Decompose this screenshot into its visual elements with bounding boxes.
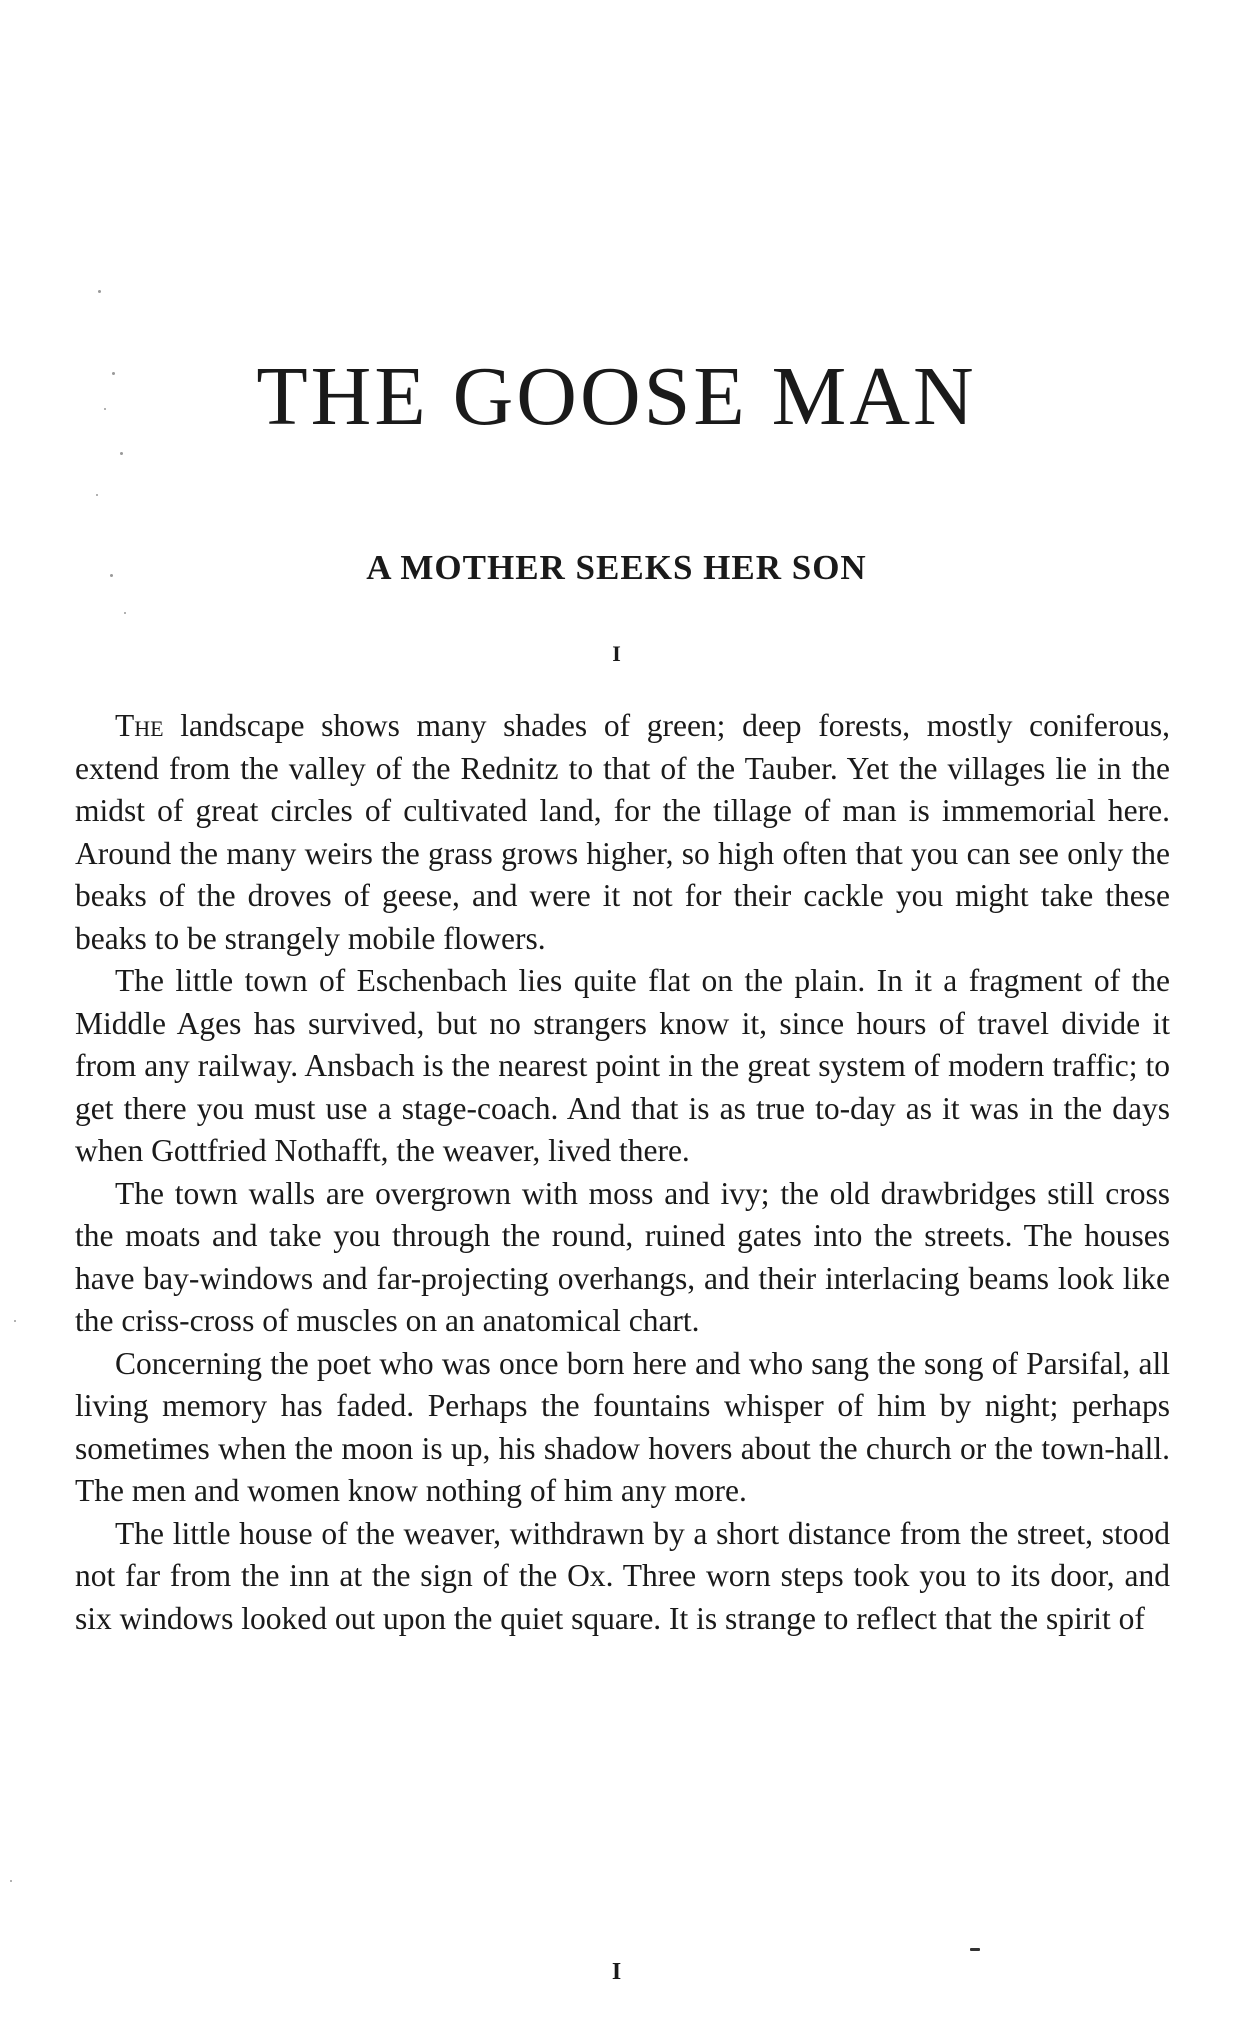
scan-speck — [112, 372, 115, 375]
paragraph-4: Concerning the poet who was once born here and who sang the song of Parsifal, all living memory has faded. Perhaps the fountains whisper of him by night; perhaps sometimes when the moon is up, his shadow hovers about the church or the town-hall. The men and women know nothing of him any more. — [75, 1345, 1170, 1508]
section-numeral: I — [612, 641, 621, 666]
opening-word: The — [115, 708, 164, 743]
scan-speck — [124, 612, 126, 614]
paragraph-1 — [75, 705, 1170, 960]
scan-speck — [10, 1880, 12, 1882]
scan-speck — [104, 408, 106, 410]
chapter-title: A MOTHER SEEKS HER SON — [366, 548, 867, 587]
paragraph-1-text: landscape shows many shades of green; deep forests, mostly coniferous, extend from the valley of the Rednitz to that of the Tauber. Yet the villages lie in the midst of great circles of cultivated land, for the tillage of man is immemorial here. Around the many weirs the grass grows higher, so high often that you can see only the beaks of the droves of geese, and were it not for their cackle you might take these beaks to be strangely mobile flowers. — [75, 708, 1170, 956]
paragraph-5: The little house of the weaver, withdrawn by a short distance from the street, stood not far from the inn at the sign of the Ox. Three worn steps took you to its door, and six windows looked out upon the quiet square. It is strange to reflect that the spirit of — [75, 1515, 1170, 1636]
paragraph-2: The little town of Eschenbach lies quite flat on the plain. In it a fragment of the Middle Ages has survived, but no strangers know it, since hours of travel divide it from any railway. Ansbach is the nearest point in the great system of modern traffic; to get there you must use a stage-coach. And that is as true to-day as it was in the days when Gottfried Nothafft, the weaver, lived there. — [75, 963, 1170, 1168]
scan-speck — [110, 574, 113, 577]
paragraph-3: The town walls are overgrown with moss and ivy; the old drawbridges still cross the moats and take you through the round, ruined gates into the streets. The houses have bay-windows and far-projecting overhangs, and their interlacing beams look like the criss-cross of muscles on an anatomical chart. — [75, 1175, 1170, 1338]
page-number: I — [611, 1959, 622, 1985]
body-text — [75, 705, 1170, 1640]
scan-speck — [14, 1320, 16, 1322]
scan-speck — [970, 1948, 980, 1951]
book-title: THE GOOSE MAN — [256, 350, 977, 443]
scan-speck — [120, 452, 123, 455]
scan-speck — [98, 290, 101, 293]
scan-speck — [96, 494, 98, 496]
